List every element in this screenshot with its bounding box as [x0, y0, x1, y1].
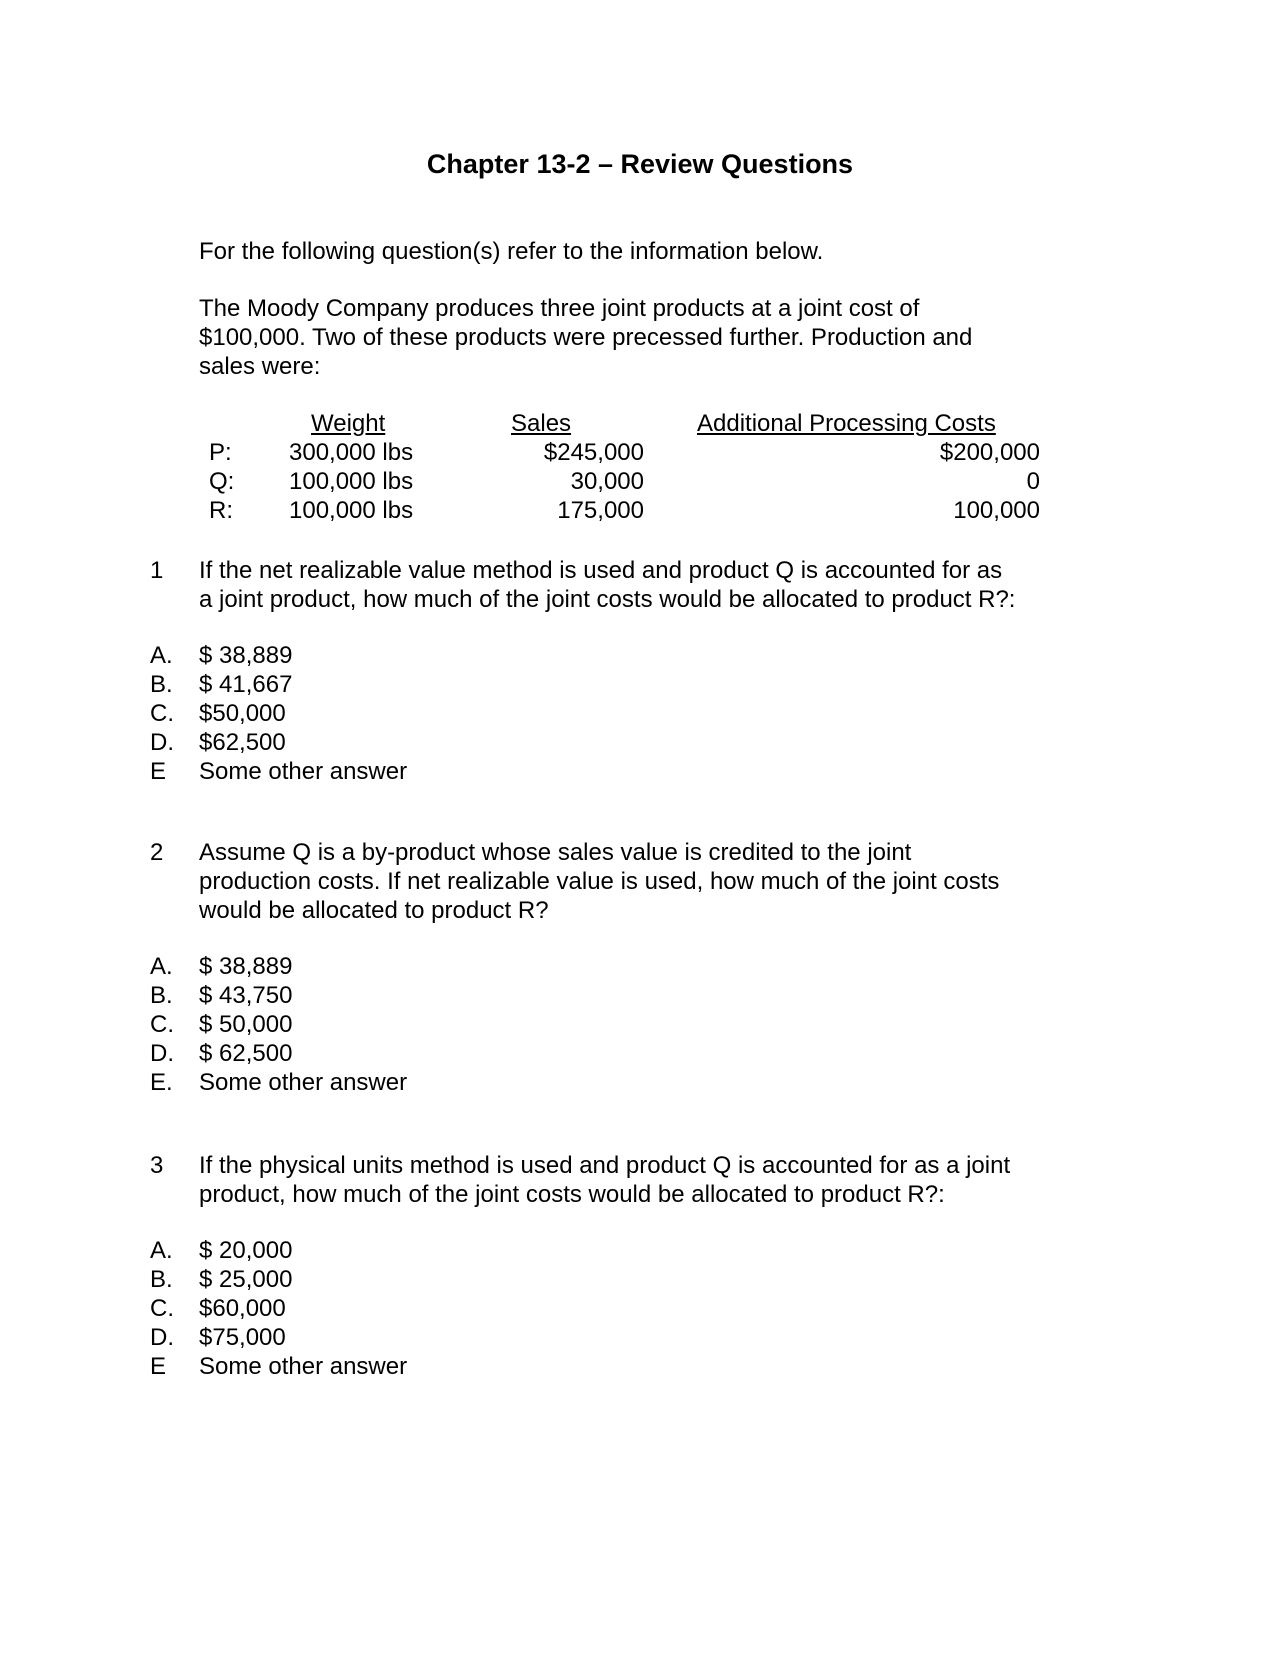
option-letter: B. [150, 982, 173, 1009]
option-text: $ 25,000 [199, 1266, 293, 1293]
option-text: Some other answer [199, 758, 408, 785]
page-title: Chapter 13-2 – Review Questions [426, 149, 854, 179]
option-text: $50,000 [199, 700, 286, 727]
option-letter: B. [150, 1266, 173, 1293]
option-letter: A. [150, 953, 173, 980]
row-sales: 30,000 [570, 468, 644, 495]
option-letter: D. [150, 1040, 174, 1067]
question-line: a joint product, how much of the joint costs would be allocated to product R?: [199, 586, 1016, 613]
option-letter: C. [150, 700, 174, 727]
option-text: $ 43,750 [199, 982, 293, 1009]
option-letter: A. [150, 642, 173, 669]
option-text: $ 41,667 [199, 671, 293, 698]
question-number: 1 [150, 557, 164, 584]
option-letter: B. [150, 671, 173, 698]
option-text: $ 20,000 [199, 1237, 293, 1264]
row-costs: 0 [1026, 468, 1040, 495]
scenario-paragraph [199, 294, 1079, 381]
option-text: $ 38,889 [199, 953, 293, 980]
header-costs: Additional Processing Costs [697, 410, 996, 437]
question-line: If the physical units method is used and product Q is accounted for as a joint [199, 1152, 1011, 1179]
row-weight: 100,000 lbs [289, 468, 414, 495]
question-text [199, 1151, 1079, 1209]
option-letter: E. [150, 1069, 173, 1096]
question-line: product, how much of the joint costs would be allocated to product R?: [199, 1181, 945, 1208]
row-sales: 175,000 [557, 497, 644, 524]
option-text: $62,500 [199, 729, 286, 756]
option-text: $60,000 [199, 1295, 286, 1322]
header-sales: Sales [511, 410, 572, 437]
question-line: would be allocated to product R? [199, 897, 549, 924]
scenario-line: sales were: [199, 353, 321, 380]
option-letter: E [150, 758, 167, 785]
row-weight: 100,000 lbs [289, 497, 414, 524]
row-product: P: [209, 439, 232, 466]
question-text [199, 556, 1079, 614]
option-letter: D. [150, 1324, 174, 1351]
option-letter: E [150, 1353, 167, 1380]
question-line: Assume Q is a by-product whose sales value is credited to the joint [199, 839, 912, 866]
option-text: $75,000 [199, 1324, 286, 1351]
option-text: $ 38,889 [199, 642, 293, 669]
scenario-line: $100,000. Two of these products were precessed further. Production and [199, 324, 973, 351]
intro-text: For the following question(s) refer to the information below. [199, 238, 824, 265]
question-number: 2 [150, 839, 164, 866]
option-text: Some other answer [199, 1353, 408, 1380]
row-weight: 300,000 lbs [289, 439, 414, 466]
row-product: R: [209, 497, 233, 524]
option-text: $ 62,500 [199, 1040, 293, 1067]
scenario-line: The Moody Company produces three joint products at a joint cost of [199, 295, 920, 322]
question-number: 3 [150, 1152, 164, 1179]
option-letter: D. [150, 729, 174, 756]
option-letter: A. [150, 1237, 173, 1264]
option-letter: C. [150, 1295, 174, 1322]
row-costs: 100,000 [953, 497, 1040, 524]
row-costs: $200,000 [939, 439, 1040, 466]
question-line: production costs. If net realizable value is used, how much of the joint costs [199, 868, 1000, 895]
row-sales: $245,000 [543, 439, 644, 466]
option-letter: C. [150, 1011, 174, 1038]
header-weight: Weight [311, 410, 386, 437]
question-line: If the net realizable value method is used and product Q is accounted for as [199, 557, 1003, 584]
option-text: $ 50,000 [199, 1011, 293, 1038]
row-product: Q: [209, 468, 235, 495]
question-text [199, 838, 1079, 925]
option-text: Some other answer [199, 1069, 408, 1096]
